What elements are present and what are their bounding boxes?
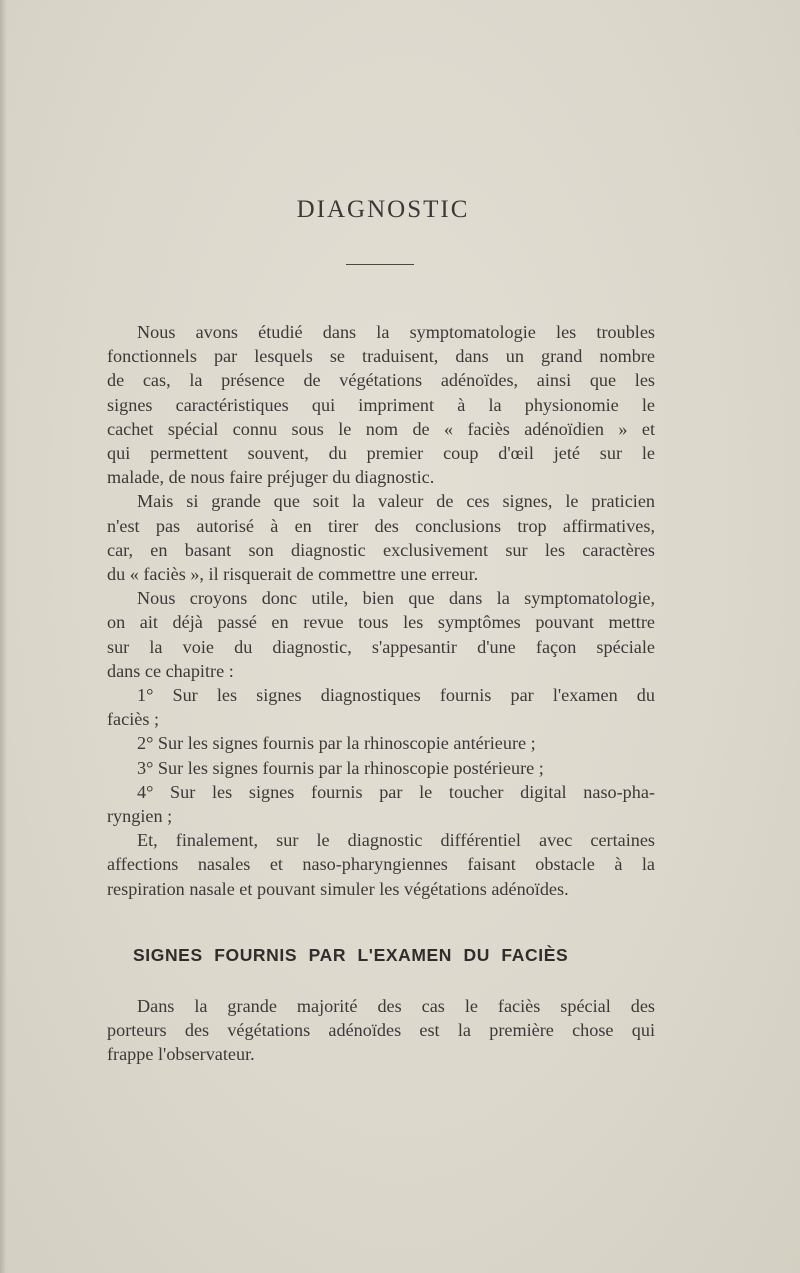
text-line: 2° Sur les signes fournis par la rhinoscopie antérieure ; [137,733,536,754]
text-line: Dans la grande majorité des cas le faciès spécial des [137,996,655,1016]
text-line: porteurs des végétations adénoïdes est la première chose qui [107,1020,655,1041]
text-line: 1° Sur les signes diagnostiques fournis par l'examen du [137,685,655,706]
paragraph [107,683,655,731]
text-line: du « faciès », il risquerait de commettre une erreur. [107,564,479,585]
text-line: 4° Sur les signes fournis par le toucher digital naso-pha- [137,781,655,802]
paragraph [107,586,655,683]
page-binding-edge [0,0,7,1273]
text-line: de cas, la présence de végétations adénoïdes, ainsi que les [107,370,655,391]
text-line: signes caractéristiques qui impriment à la physionomie le [107,394,655,415]
text-line: affections nasales et naso-pharyngiennes faisant obstacle à la [107,854,655,875]
text-line: car, en basant son diagnostic exclusivement sur les caractères [107,539,655,560]
paragraph [107,320,655,489]
text-line: 3° Sur les signes fournis par la rhinoscopie postérieure ; [137,757,544,778]
text-line: n'est pas autorisé à en tirer des conclusions trop affirmatives, [107,515,655,536]
text-line: qui permettent souvent, du premier coup d'œil jeté sur le [107,443,655,464]
text-line: Et, finalement, sur le diagnostic différentiel avec certaines [137,830,655,851]
section-body [107,994,655,1067]
text-line: Mais si grande que soit la valeur de ces signes, le praticien [137,491,655,512]
paragraph [107,828,655,901]
text-line: dans ce chapitre : [107,660,234,681]
text-line: respiration nasale et pouvant simuler les végétations adénoïdes. [107,878,569,899]
text-line: faciès ; [107,709,160,730]
chapter-body [107,320,655,901]
paragraph [107,994,655,1067]
text-line: sur la voie du diagnostic, s'appesantir d'une façon spéciale [107,636,655,657]
text-line: fonctionnels par lesquels se traduisent, dans un grand nombre [107,346,655,367]
text-line: Nous avons étudié dans la symptomatologie les troubles [137,322,655,342]
text-line: frappe l'observateur. [107,1044,255,1065]
text-line: malade, de nous faire préjuger du diagnostic. [107,467,435,488]
paragraph [107,489,655,586]
paragraph [107,756,655,780]
text-line: Nous croyons donc utile, bien que dans la symptomatologie, [137,588,655,609]
section-heading: SIGNES FOURNIS PAR L'EXAMEN DU FACIÈS [133,945,569,965]
text-line: cachet spécial connu sous le nom de « faciès adénoïdien » et [107,418,655,439]
chapter-title: DIAGNOSTIC [296,196,470,223]
text-line: on ait déjà passé en revue tous les symptômes pouvant mettre [107,612,655,633]
paragraph [107,731,655,755]
title-divider [346,264,414,265]
paragraph [107,780,655,828]
text-line: ryngien ; [107,806,173,827]
